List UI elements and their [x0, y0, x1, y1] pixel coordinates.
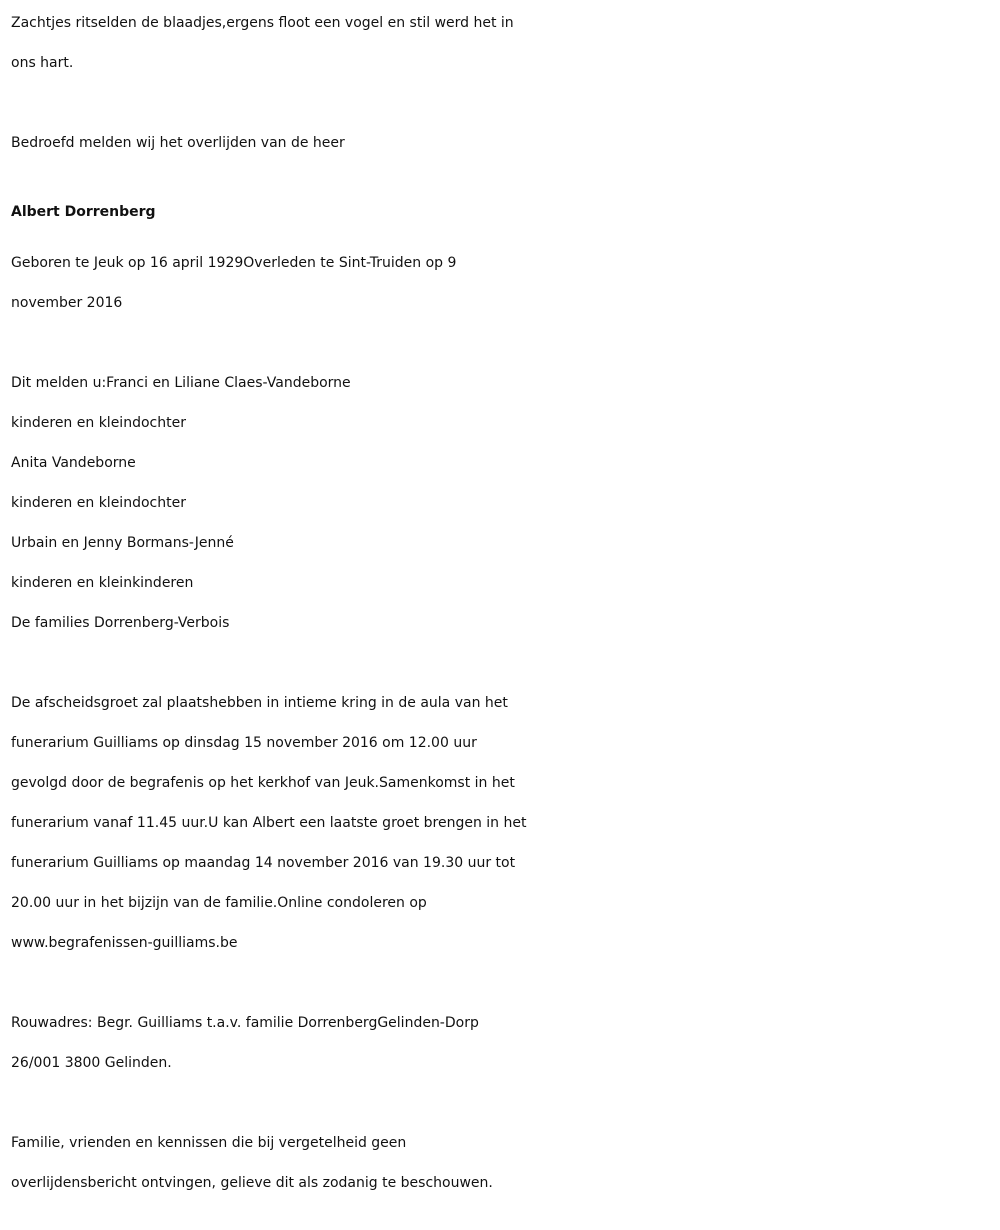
mourners-list: [11, 363, 996, 643]
mourner-line: Dit melden u:Franci en Liliane Claes-Vandeborne: [11, 375, 351, 391]
deceased-name: Albert Dorrenberg: [11, 204, 156, 220]
birth-death-line: november 2016: [11, 295, 123, 311]
closing-note: [11, 1123, 996, 1203]
address-line: Rouwadres: Begr. Guilliams t.a.v. familie DorrenbergGelinden-Dorp: [11, 1015, 479, 1031]
spacer: [11, 323, 996, 363]
poem: [11, 3, 996, 83]
spacer: [11, 83, 996, 123]
spacer: [11, 963, 996, 1003]
mourner-line: Urbain en Jenny Bormans-Jenné: [11, 535, 234, 551]
mourner-line: Anita Vandeborne: [11, 455, 136, 471]
condolence-website: www.begrafenissen-guilliams.be: [11, 935, 238, 951]
closing-line: overlijdensbericht ontvingen, gelieve dit als zodanig te beschouwen.: [11, 1175, 493, 1191]
birth-death-info: [11, 243, 996, 323]
mourner-line: kinderen en kleinkinderen: [11, 575, 194, 591]
ceremony-line: gevolgd door de begrafenis op het kerkhof van Jeuk.Samenkomst in het: [11, 775, 515, 791]
address-line: 26/001 3800 Gelinden.: [11, 1055, 172, 1071]
poem-line: ons hart.: [11, 55, 74, 71]
mourner-line: De families Dorrenberg-Verbois: [11, 615, 230, 631]
spacer: [11, 1083, 996, 1123]
mourning-address: [11, 1003, 996, 1083]
mourner-line: kinderen en kleindochter: [11, 415, 186, 431]
mourner-line: kinderen en kleindochter: [11, 495, 186, 511]
ceremony-line: funerarium Guilliams op dinsdag 15 november 2016 om 12.00 uur: [11, 735, 477, 751]
ceremony-line: 20.00 uur in het bijzijn van de familie.Online condoleren op: [11, 895, 427, 911]
spacer: [11, 643, 996, 683]
obituary-document: [11, 3, 996, 1203]
birth-death-line: Geboren te Jeuk op 16 april 1929Overleden te Sint-Truiden op 9: [11, 255, 457, 271]
closing-line: Familie, vrienden en kennissen die bij vergetelheid geen: [11, 1135, 407, 1151]
ceremony-info: [11, 683, 996, 963]
poem-line: Zachtjes ritselden de blaadjes,ergens floot een vogel en stil werd het in: [11, 15, 514, 31]
ceremony-line: funerarium Guilliams op maandag 14 november 2016 van 19.30 uur tot: [11, 855, 516, 871]
announcement-text: Bedroefd melden wij het overlijden van de heer: [11, 135, 345, 151]
ceremony-line: De afscheidsgroet zal plaatshebben in intieme kring in de aula van het: [11, 695, 508, 711]
spacer: [11, 163, 996, 181]
ceremony-line: funerarium vanaf 11.45 uur.U kan Albert een laatste groet brengen in het: [11, 815, 527, 831]
